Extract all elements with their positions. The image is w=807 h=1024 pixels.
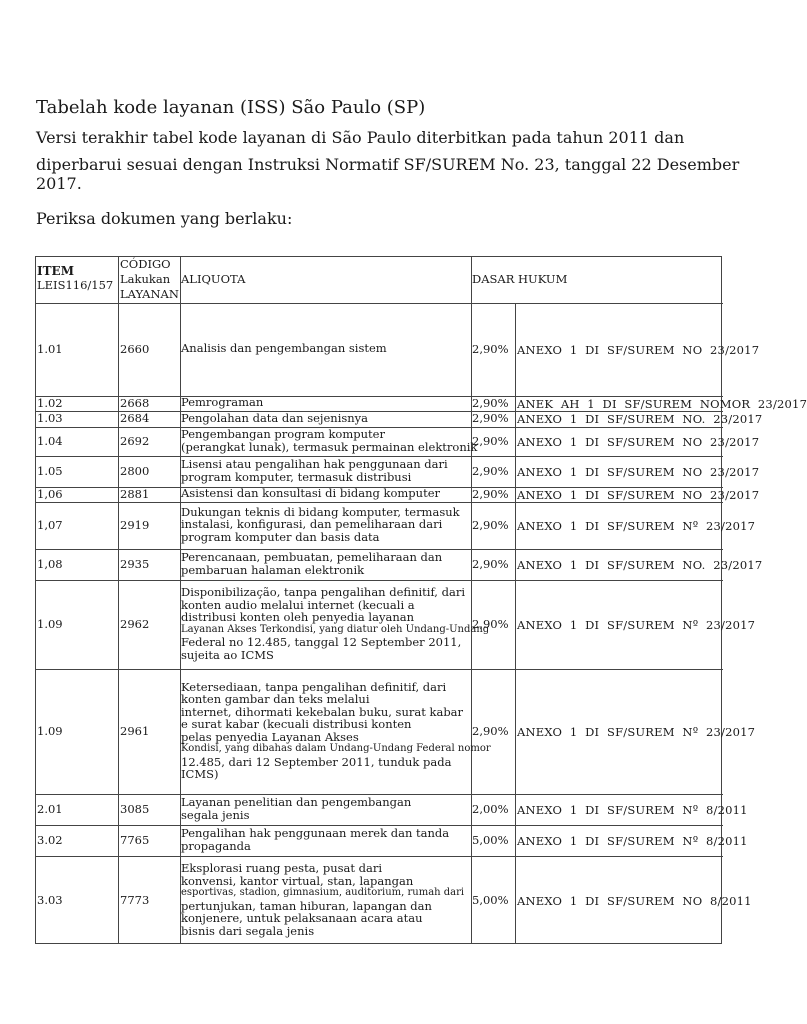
row-item: 3.03 <box>37 892 63 907</box>
row-rate: 2,90% <box>472 411 509 425</box>
row-description-line: Pengembangan program komputer <box>181 427 385 441</box>
row-item: 1.09 <box>37 723 63 738</box>
header-item: ITEM <box>37 264 74 278</box>
row-description-line: segala jenis <box>181 807 250 822</box>
row-rate: 2,90% <box>472 395 509 410</box>
row-legal-basis: ANEXO 1 DI SF/SUREM NO 23/2017 <box>517 342 760 357</box>
row-description-line: Asistensi dan konsultasi di bidang komputer <box>181 486 440 501</box>
row-code: 3085 <box>120 801 150 816</box>
header-code-line-1: CÓDIGO <box>120 257 171 271</box>
row-description-line: Kondisi, yang dibahas dalam Undang-Undang Federal nomor <box>181 743 491 754</box>
row-description-line: propaganda <box>181 838 251 853</box>
intro-line-1: Versi terakhir tabel kode layanan di São Paulo diterbitkan pada tahun 2011 dan <box>36 128 685 147</box>
row-code: 2692 <box>120 433 150 448</box>
row-legal-basis: ANEXO 1 DI SF/SUREM NO 23/2017 <box>517 434 760 449</box>
column-divider <box>118 257 119 943</box>
row-description-line: e surat kabar (kecuali distribusi konten <box>181 717 412 731</box>
header-basis: DASAR HUKUM <box>472 272 568 286</box>
row-description-line: Ketersediaan, tanpa pengalihan definitif, dari <box>181 679 447 694</box>
row-item: 1.03 <box>37 411 63 425</box>
row-legal-basis: ANEXO 1 DI SF/SUREM Nº 23/2017 <box>517 617 756 632</box>
service-code-table <box>35 256 807 944</box>
header-aliquota: ALIQUOTA <box>181 272 246 286</box>
row-item: 1.02 <box>37 395 63 410</box>
row-description-line: Layanan Akses Terkondisi, yang diatur oleh Undang-Undang <box>181 623 490 635</box>
row-item: 2.01 <box>37 801 63 816</box>
header-code-line-2: Lakukan <box>120 272 171 286</box>
row-legal-basis: ANEXO 1 DI SF/SUREM Nº 8/2011 <box>517 833 748 848</box>
row-code: 2961 <box>120 723 150 738</box>
column-divider <box>515 303 516 943</box>
row-description-line: instalasi, konfigurasi, dan pemeliharaan dari <box>181 517 443 532</box>
row-item: 1.09 <box>37 616 63 631</box>
row-description-line: Pengolahan data dan sejenisnya <box>181 410 369 425</box>
row-description-line: konvensi, kantor virtual, stan, lapangan <box>181 873 414 888</box>
row-description-line: Pemrograman <box>181 395 264 410</box>
row-item: 1,06 <box>37 486 63 501</box>
row-description-line: Federal no 12.485, tanggal 12 September 2011, <box>181 635 462 649</box>
row-rate: 2,90% <box>472 463 509 478</box>
row-description-line: program komputer, termasuk distribusi <box>181 469 412 484</box>
row-divider <box>36 856 723 857</box>
row-description-line: Pengalihan hak penggunaan merek dan tanda <box>181 826 450 840</box>
row-item: 3.02 <box>37 832 63 847</box>
row-description-line: esportivas, stadion, gimnasium, auditorium, rumah dari <box>181 887 465 898</box>
row-description-line: Layanan penelitian dan pengembangan <box>181 795 412 809</box>
row-rate: 2,90% <box>472 341 509 356</box>
row-rate: 2,90% <box>472 616 509 631</box>
row-description-line: internet, dihormati kekebalan buku, surat kabar <box>181 704 464 719</box>
row-description-line: pertunjukan, taman hiburan, lapangan dan <box>181 898 432 913</box>
header-code-line-3: LAYANAN <box>120 287 179 301</box>
row-divider <box>36 669 723 670</box>
row-code: 2668 <box>120 395 150 410</box>
row-description-line: distribusi konten oleh penyedia layanan <box>181 610 414 624</box>
row-description-line: konjenere, untuk pelaksanaan acara atau <box>181 911 423 925</box>
row-rate: 2,90% <box>472 486 509 501</box>
row-code: 2684 <box>120 411 150 425</box>
row-code: 2935 <box>120 556 150 571</box>
row-legal-basis: ANEXO 1 DI SF/SUREM Nº 23/2017 <box>517 518 756 533</box>
row-rate: 2,90% <box>472 556 509 571</box>
row-code: 2962 <box>120 616 150 631</box>
row-rate: 2,90% <box>472 723 509 738</box>
check-docs-label: Periksa dokumen yang berlaku: <box>36 209 293 228</box>
row-rate: 2,90% <box>472 433 509 448</box>
page-title: Tabelah kode layanan (ISS) São Paulo (SP) <box>36 97 426 118</box>
row-description-line: ICMS) <box>181 767 219 781</box>
row-description-line: sujeita ao ICMS <box>181 647 274 662</box>
row-code: 2919 <box>120 517 150 532</box>
row-description-line: Lisensi atau pengalihan hak penggunaan dari <box>181 457 448 471</box>
row-description-line: Disponibilização, tanpa pengalihan definitif, dari <box>181 585 466 599</box>
row-description-line: konten gambar dan teks melalui <box>181 692 370 706</box>
row-rate: 2,00% <box>472 801 509 816</box>
row-legal-basis: ANEXO 1 DI SF/SUREM NO 23/2017 <box>517 464 760 479</box>
row-code: 7773 <box>120 892 150 907</box>
row-item: 1.01 <box>37 341 63 356</box>
row-item: 1,07 <box>37 517 63 532</box>
row-code: 2660 <box>120 341 150 356</box>
row-description-line: Perencanaan, pembuatan, pemeliharaan dan <box>181 550 443 564</box>
row-description-line: 12.485, dari 12 September 2011, tunduk pada <box>181 754 452 769</box>
row-legal-basis: ANEXO 1 DI SF/SUREM NO. 23/2017 <box>517 557 763 572</box>
row-code: 7765 <box>120 832 150 847</box>
row-divider <box>36 502 723 503</box>
row-rate: 5,00% <box>472 892 509 907</box>
row-description-line: program komputer dan basis data <box>181 529 380 544</box>
row-divider <box>36 303 723 304</box>
row-legal-basis: ANEXO 1 DI SF/SUREM Nº 8/2011 <box>517 802 748 817</box>
row-description-line: Analisis dan pengembangan sistem <box>181 341 387 356</box>
intro-line-2: diperbarui sesuai dengan Instruksi Normatif SF/SUREM No. 23, tanggal 22 Desember 2017. <box>36 155 740 193</box>
row-item: 1,08 <box>37 556 63 571</box>
header-item-sub: LEIS116/157 <box>37 278 114 292</box>
row-description-line: (perangkat lunak), termasuk permainan elektronik <box>181 439 478 454</box>
row-code: 2881 <box>120 486 150 501</box>
row-description-line: konten audio melalui internet (kecuali a <box>181 597 415 612</box>
row-description-line: bisnis dari segala jenis <box>181 923 315 938</box>
row-item: 1.05 <box>37 463 63 478</box>
row-rate: 5,00% <box>472 832 509 847</box>
row-code: 2800 <box>120 463 150 478</box>
row-description-line: pelas penyedia Layanan Akses <box>181 729 359 744</box>
row-item: 1.04 <box>37 433 63 448</box>
row-legal-basis: ANEXO 1 DI SF/SUREM NO. 23/2017 <box>517 412 763 426</box>
row-legal-basis: ANEK AH 1 DI SF/SUREM NOMOR 23/2017 <box>517 396 807 411</box>
row-description-line: Dukungan teknis di bidang komputer, termasuk <box>181 504 460 519</box>
row-legal-basis: ANEXO 1 DI SF/SUREM NO 8/2011 <box>517 893 752 908</box>
row-description-line: Eksplorasi ruang pesta, pusat dari <box>181 861 383 875</box>
row-divider <box>36 580 723 581</box>
row-legal-basis: ANEXO 1 DI SF/SUREM Nº 23/2017 <box>517 724 756 739</box>
row-description-line: pembaruan halaman elektronik <box>181 562 365 577</box>
row-legal-basis: ANEXO 1 DI SF/SUREM NO 23/2017 <box>517 487 760 502</box>
row-rate: 2,90% <box>472 517 509 532</box>
